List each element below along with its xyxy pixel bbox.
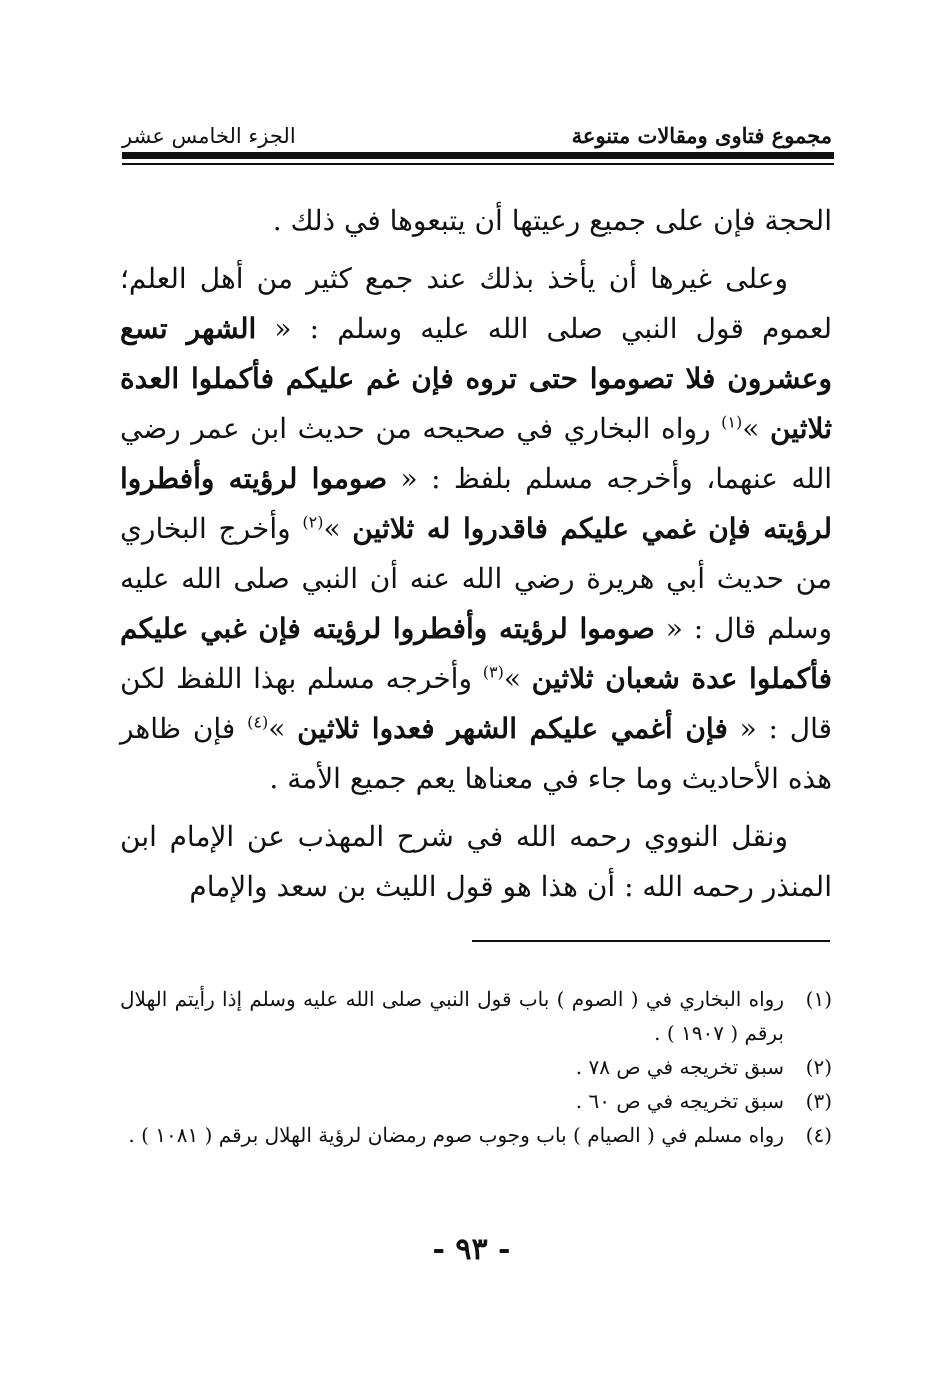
footnote-text: رواه البخاري في ( الصوم ) باب قول النبي صلى الله عليه وسلم إذا رأيتم الهلال برقم ( ١٩٠٧ ) . <box>120 987 784 1045</box>
footnote-separator <box>472 940 830 942</box>
p2-text-j: وأخرجه مسلم بهذا اللفظ لكن قال : « <box>120 662 833 745</box>
p2-text-m: فإن ظاهر هذه الأحاديث وما جاء في معناها يعم جميع الأمة . <box>120 712 832 795</box>
page-header <box>122 112 832 148</box>
p2-text-a: وعلى غيرها أن يأخذ بذلك عند جمع كثير من أهل العلم؛ لعموم قول النبي صلى الله عليه وسلم : « <box>120 262 832 345</box>
paragraph-1 <box>120 196 832 246</box>
footnote-number: (٢) <box>805 1055 832 1079</box>
hadith-quote-1: الشهر تسع وعشرون فلا تصوموا حتى تروه فإن غم عليكم فأكملوا العدة ثلاثين <box>120 312 832 445</box>
p2-text-i: » <box>503 662 532 695</box>
header-rule-thick <box>122 152 834 159</box>
p2-text-d: رواه البخاري في صحيحه من حديث ابن عمر رضي الله عنهما، وأخرجه مسلم بلفظ : « <box>120 412 833 495</box>
footnote-text: سبق تخريجه في ص ٦٠ . <box>575 1089 784 1113</box>
footnotes <box>120 982 832 1152</box>
paragraph-2 <box>120 254 832 804</box>
book-title: مجموع فتاوى ومقالات متنوعة <box>571 123 832 148</box>
footnote <box>120 1050 832 1084</box>
footnote-text: رواه مسلم في ( الصيام ) باب وجوب صوم رمضان لرؤية الهلال برقم ( ١٠٨١ ) . <box>128 1123 784 1147</box>
footnote-ref-2[interactable]: (٢) <box>302 512 324 532</box>
footnote-number: (٤) <box>805 1123 832 1147</box>
p2-text-g: وأخرج البخاري من حديث أبي هريرة رضي الله عنه أن النبي صلى الله عليه وسلم قال : « <box>120 512 832 645</box>
footnote-text: سبق تخريجه في ص ٧٨ . <box>575 1055 784 1079</box>
volume-label: الجزء الخامس عشر <box>122 124 296 148</box>
p2-text-f: » <box>323 512 353 545</box>
footnote <box>120 982 832 1050</box>
footnote-ref-4[interactable]: (٤) <box>247 712 269 732</box>
footnote <box>120 1084 832 1118</box>
footnote-number: (٣) <box>805 1089 832 1113</box>
hadith-quote-2: صوموا لرؤيته وأفطروا لرؤيته فإن غمي عليكم فاقدروا له ثلاثين <box>120 462 832 545</box>
p2-text-c: » <box>742 412 770 445</box>
header-rule-thin <box>122 163 834 165</box>
footnote-number: (١) <box>805 987 832 1011</box>
hadith-quote-3: صوموا لرؤيته وأفطروا لرؤيته فإن غبي عليكم فأكملوا عدة شعبان ثلاثين <box>120 612 832 695</box>
paragraph-1-text: الحجة فإن على جميع رعيتها أن يتبعوها في ذلك . <box>272 204 832 237</box>
p2-text-l: » <box>268 712 298 745</box>
footnote-ref-1[interactable]: (١) <box>721 412 743 432</box>
body-text <box>120 196 832 920</box>
paragraph-3-text: ونقل النووي رحمه الله في شرح المهذب عن الإمام ابن المنذر رحمه الله : أن هذا هو قول الليث بن سعد والإمام <box>120 820 832 903</box>
footnote-ref-3[interactable]: (٣) <box>482 662 504 682</box>
footnote <box>120 1118 832 1152</box>
paragraph-3 <box>120 812 832 912</box>
page-number: - ٩٣ - <box>432 1232 511 1267</box>
hadith-quote-4: فإن أغمي عليكم الشهر فعدوا ثلاثين <box>297 712 728 745</box>
